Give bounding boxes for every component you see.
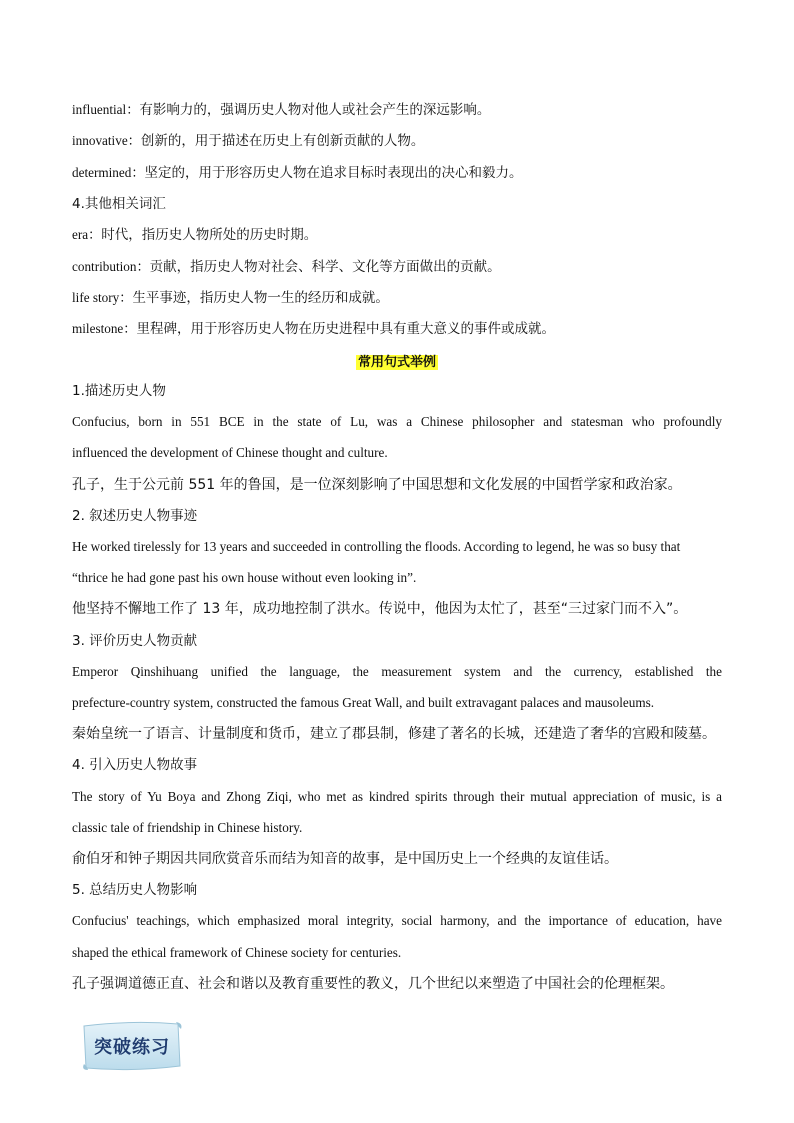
example-heading: 1.描述历史人物 bbox=[72, 383, 166, 399]
example-english-line: The story of Yu Boya and Zhong Ziqi, who met as kindred spirits through their mutual appreciation of music, is a bbox=[72, 789, 722, 804]
vocab-item-milestone bbox=[72, 321, 555, 337]
vocab-term: innovative： bbox=[72, 133, 141, 148]
vocab-def: 里程碑，用于形容历史人物在历史进程中具有重大意义的事件或成就。 bbox=[136, 321, 555, 337]
vocab-def: 生平事迹，指历史人物一生的经历和成就。 bbox=[132, 290, 389, 306]
vocab-def: 贡献，指历史人物对社会、科学、文化等方面做出的贡献。 bbox=[149, 259, 501, 275]
section-title-text: 常用句式举例 bbox=[357, 355, 436, 370]
vocab-item-life-story bbox=[72, 290, 389, 306]
practice-badge bbox=[80, 1020, 184, 1072]
example-english-line: Confucius, born in 551 BCE in the state of Lu, was a Chinese philosopher and statesman who profoundly bbox=[72, 414, 722, 429]
example-heading: 3. 评价历史人物贡献 bbox=[72, 633, 198, 649]
vocab-def: 有影响力的，强调历史人物对他人或社会产生的深远影响。 bbox=[139, 102, 491, 118]
example-english-line: classic tale of friendship in Chinese history. bbox=[72, 820, 303, 835]
example-english-line: influenced the development of Chinese thought and culture. bbox=[72, 445, 388, 460]
vocab-term: milestone： bbox=[72, 321, 137, 336]
vocab-item-contribution bbox=[72, 259, 501, 275]
example-heading: 2. 叙述历史人物事迹 bbox=[72, 508, 198, 524]
vocab-term: influential： bbox=[72, 102, 140, 117]
example-chinese: 秦始皇统一了语言、计量制度和货币，建立了郡县制，修建了著名的长城，还建造了奢华的宫殿和陵墓。 bbox=[72, 726, 716, 742]
vocab-item-era bbox=[72, 227, 317, 243]
example-english-line: prefecture-country system, constructed the famous Great Wall, and built extravagant palaces and mausoleums. bbox=[72, 695, 655, 710]
example-english-line: Emperor Qinshihuang unified the language, the measurement system and the currency, established the bbox=[72, 664, 722, 679]
section-title bbox=[0, 351, 794, 370]
example-english-line: He worked tirelessly for 13 years and succeeded in controlling the floods. According to legend, he was so busy that bbox=[72, 539, 681, 554]
vocab-term: determined： bbox=[72, 165, 145, 180]
vocab-item-influential bbox=[72, 102, 490, 118]
example-chinese: 孔子，生于公元前 551 年的鲁国，是一位深刻影响了中国思想和文化发展的中国哲学家和政治家。 bbox=[72, 477, 682, 493]
example-chinese: 俞伯牙和钟子期因共同欣赏音乐而结为知音的故事，是中国历史上一个经典的友谊佳话。 bbox=[72, 851, 618, 867]
example-heading: 4. 引入历史人物故事 bbox=[72, 757, 198, 773]
example-chinese: 孔子强调道德正直、社会和谐以及教育重要性的教义，几个世纪以来塑造了中国社会的伦理框架。 bbox=[72, 976, 674, 992]
vocab-def: 坚定的，用于形容历史人物在追求目标时表现出的决心和毅力。 bbox=[144, 165, 523, 181]
example-english-line: Confucius' teachings, which emphasized moral integrity, social harmony, and the importance of education, have bbox=[72, 913, 722, 928]
example-chinese: 他坚持不懈地工作了 13 年，成功地控制了洪水。传说中，他因为太忙了，甚至“三过家门而不入”。 bbox=[72, 601, 688, 617]
example-heading: 5. 总结历史人物影响 bbox=[72, 882, 198, 898]
badge-label: 突破练习 bbox=[94, 1037, 170, 1058]
vocab-def: 时代，指历史人物所处的历史时期。 bbox=[101, 227, 318, 243]
vocab-def: 创新的，用于描述在历史上有创新贡献的人物。 bbox=[140, 133, 425, 149]
vocab-item-determined bbox=[72, 165, 523, 181]
other-vocab-heading: 4.其他相关词汇 bbox=[72, 196, 166, 212]
vocab-item-innovative bbox=[72, 133, 424, 149]
vocab-term: life story： bbox=[72, 290, 133, 305]
vocab-term: era： bbox=[72, 227, 102, 242]
vocab-term: contribution： bbox=[72, 259, 150, 274]
example-english-line: “thrice he had gone past his own house without even looking in”. bbox=[72, 570, 417, 585]
example-english-line: shaped the ethical framework of Chinese society for centuries. bbox=[72, 945, 402, 960]
